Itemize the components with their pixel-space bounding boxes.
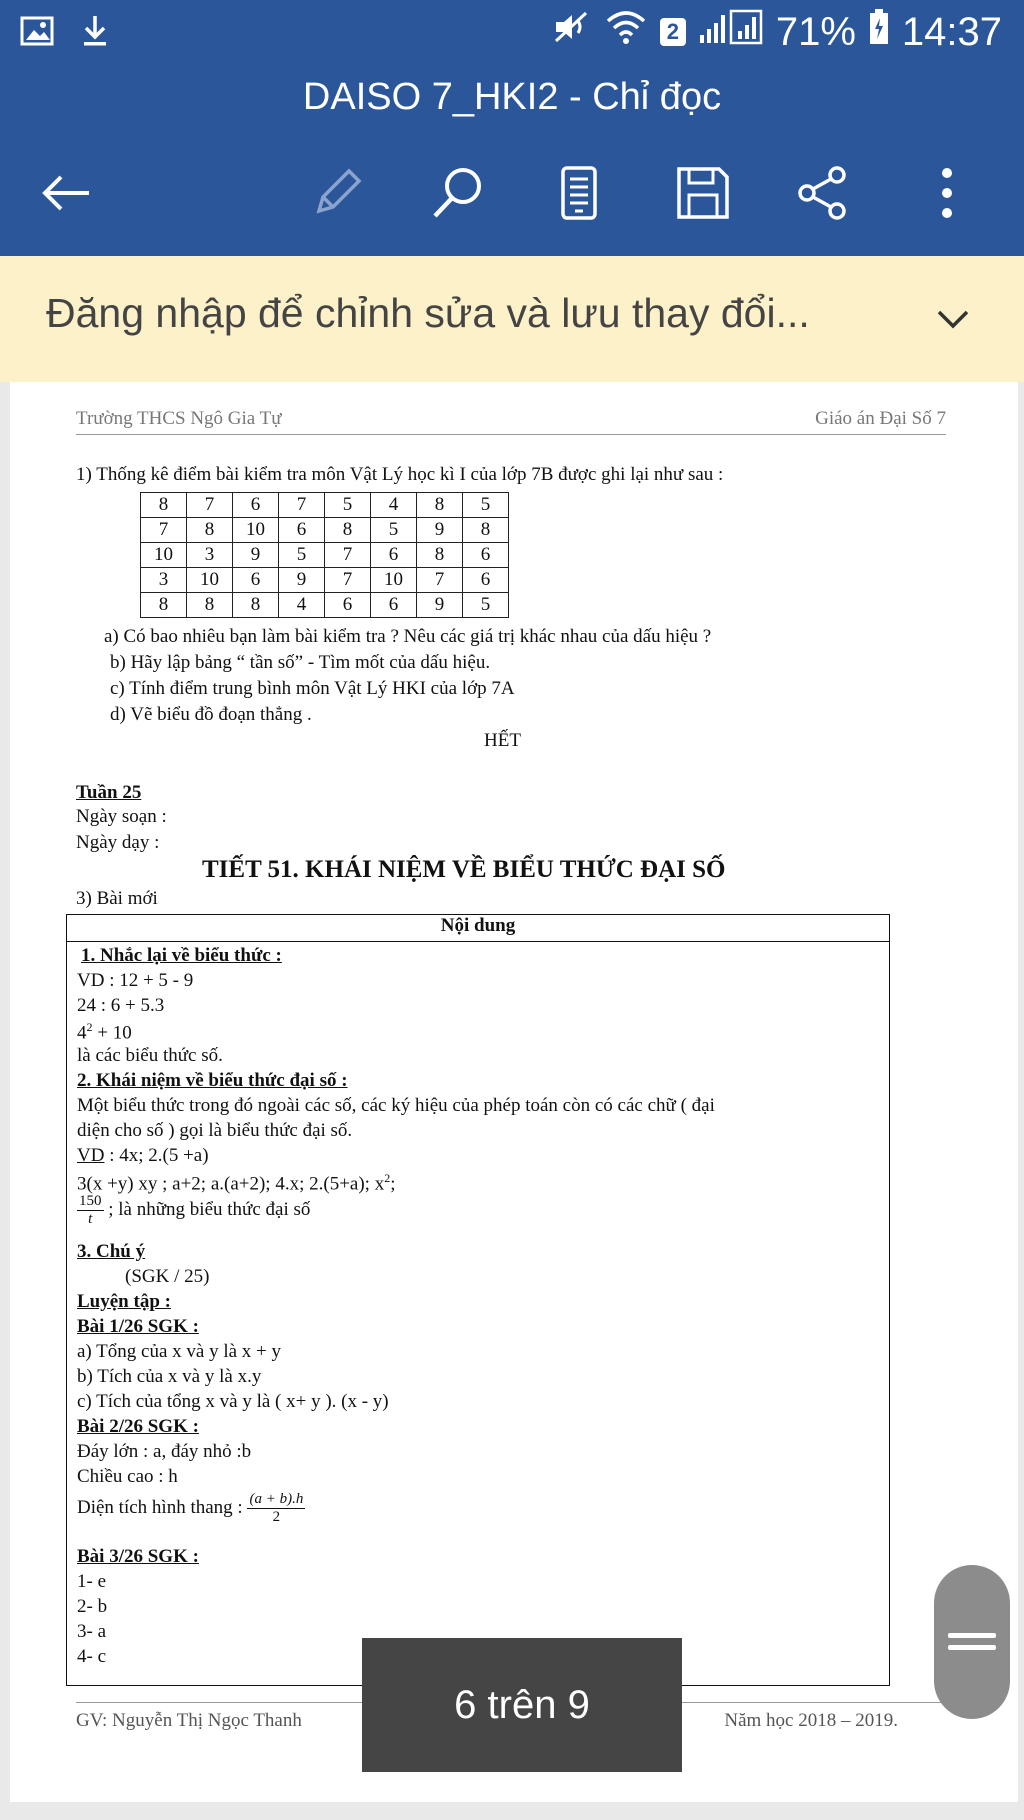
banner-expand-button[interactable] [930,296,976,342]
date-prepared: Ngày soạn : [76,806,167,827]
save-button[interactable] [660,150,746,236]
table-cell: 7 [187,493,233,518]
question-b: b) Hãy lập bảng “ tần số” - Tìm mốt của dấu hiệu. [110,652,491,673]
ex1-line-c: c) Tích của tổng x và y là ( x+ y ). (x - y) [77,1391,389,1412]
status-bar [0,0,1024,72]
more-options-button[interactable] [904,150,990,236]
section-2-title: 2. Khái niệm về biểu thức đại số : [77,1070,348,1091]
new-lesson-label: 3) Bài mới [76,888,158,909]
table-cell: 5 [325,493,371,518]
s1-line-2: 24 : 6 + 5.3 [77,995,165,1016]
table-cell: 10 [371,568,417,593]
table-row [141,568,509,593]
ex1-title: Bài 1/26 SGK : [77,1316,199,1337]
question-a: a) Có bao nhiêu bạn làm bài kiểm tra ? Nêu các giá trị khác nhau của dấu hiệu ? [104,626,712,647]
question-d: d) Vẽ biểu đồ đoạn thẳng . [110,704,312,725]
fraction-150-t [77,1193,104,1228]
handle-grip-bottom [948,1645,996,1650]
ex3-line-4: 4- c [77,1646,107,1667]
table-cell: 6 [279,518,325,543]
ex1-line-a: a) Tổng của x và y là x + y [77,1341,281,1362]
table-cell: 7 [325,543,371,568]
end-mark: HẾT [484,730,521,751]
more-vertical-icon [937,165,957,221]
ex2-line-1: Đáy lớn : a, đáy nhỏ :b [77,1441,252,1462]
signal-icon [698,9,764,55]
table-cell: 3 [141,568,187,593]
mobile-view-icon [559,165,599,221]
ex3-line-2: 2- b [77,1596,108,1617]
table-cell: 8 [141,493,187,518]
table-row [141,518,509,543]
s1-line-1: VD : 12 + 5 - 9 [77,970,194,991]
table-cell: 8 [141,593,187,618]
s1-power-rest: + 10 [92,1022,132,1044]
table-cell: 7 [325,568,371,593]
section-1-title: 1. Nhắc lại về biểu thức : [81,945,282,966]
ex3-line-1: 1- e [77,1571,107,1592]
page-indicator: 6 trên 9 [362,1638,682,1772]
table-row [141,543,509,568]
table-cell: 6 [233,568,279,593]
table-cell: 4 [279,593,325,618]
s2-line-3 [77,1171,395,1195]
table-cell: 10 [233,518,279,543]
s2-example [77,1145,209,1167]
search-icon [429,164,487,222]
search-button[interactable] [415,150,501,236]
table-cell: 8 [187,593,233,618]
pencil-icon [309,165,365,221]
ex2-area [77,1491,305,1526]
footer-right: Năm học 2018 – 2019. [724,1710,898,1731]
toolbar [0,150,1024,236]
sim-slot-badge: 2 [660,18,686,46]
table-cell: 6 [371,543,417,568]
table-cell: 8 [233,593,279,618]
header-left: Trường THCS Ngô Gia Tự [76,408,282,429]
edit-button[interactable] [294,150,380,236]
table-cell: 9 [417,518,463,543]
date-taught: Ngày dạy : [76,832,160,853]
handle-grip-top [948,1633,996,1638]
table-cell: 6 [233,493,279,518]
s2-line3-exp: 2 [384,1171,391,1185]
reading-view-button[interactable] [536,150,622,236]
banner-text: Đăng nhập để chỉnh sửa và lưu thay đổi... [46,290,810,336]
save-icon [675,165,731,221]
table-row [141,493,509,518]
sign-in-banner[interactable] [0,256,1024,382]
ex2-line-2: Chiều cao : h [77,1466,178,1487]
wifi-icon [604,9,648,55]
s2-fraction-line [77,1193,310,1228]
table-cell: 9 [417,593,463,618]
ex2-frac-denominator: 2 [272,1509,281,1525]
table-cell: 7 [417,568,463,593]
lesson-title: TIẾT 51. KHÁI NIỆM VỀ BIỂU THỨC ĐẠI SỐ [202,856,726,883]
back-button[interactable] [22,150,108,236]
scores-table [140,492,509,618]
header-divider [76,434,946,435]
download-icon [80,14,110,52]
ex2-title: Bài 2/26 SGK : [77,1416,199,1437]
clock: 14:37 [901,9,1002,54]
s2-definition-1: Một biểu thức trong đó ngoài các số, các ký hiệu của phép toán còn có các chữ ( đại [77,1095,715,1116]
content-header: Nội dung [67,915,889,942]
table-cell: 7 [279,493,325,518]
s1-conclusion: là các biểu thức số. [77,1045,223,1066]
ex2-area-label: Diện tích hình thang : [77,1496,248,1518]
document-page [10,382,1018,1802]
document-viewport[interactable] [0,382,1024,1820]
ex3-line-3: 3- a [77,1621,107,1642]
s2-line3-main: 3(x +y) xy ; a+2; a.(a+2); 4.x; 2.(5+a); x [77,1173,385,1195]
table-cell: 6 [371,593,417,618]
battery-icon [868,8,890,56]
frac-numerator: 150 [79,1193,102,1209]
s3-reference: (SGK / 25) [125,1266,210,1287]
mute-icon [552,9,592,55]
table-cell: 5 [371,518,417,543]
frac-denominator: t [88,1211,93,1227]
table-cell: 6 [463,568,509,593]
section-3-title: 3. Chú ý [77,1241,146,1262]
table-cell: 7 [141,518,187,543]
app-header [0,0,1024,256]
s2-definition-2: diện cho số ) gọi là biểu thức đại số. [77,1120,353,1141]
question-c: c) Tính điểm trung bình môn Vật Lý HKI của lớp 7A [110,678,515,699]
table-cell: 8 [417,543,463,568]
ex2-frac-numerator: (a + b).h [249,1491,304,1507]
s1-power-base: 4 [77,1022,87,1044]
header-right: Giáo án Đại Số 7 [815,408,946,429]
s1-power-exp: 2 [86,1020,93,1034]
ex3-title: Bài 3/26 SGK : [77,1546,199,1567]
table-cell: 4 [371,493,417,518]
s2-vd-rest: : 4x; 2.(5 +a) [104,1145,209,1166]
table-cell: 5 [279,543,325,568]
table-cell: 10 [187,568,233,593]
share-icon [795,165,851,221]
document-title: DAISO 7_HKI2 - Chỉ đọc [302,76,722,118]
s1-line-3 [77,1020,132,1044]
exercise-intro: 1) Thống kê điểm bài kiểm tra môn Vật Lý học kì I của lớp 7B được ghi lại như sau : [76,464,724,485]
table-cell: 9 [279,568,325,593]
table-row [141,593,509,618]
s2-vd-label: VD [77,1145,105,1166]
table-cell: 10 [141,543,187,568]
table-cell: 5 [463,593,509,618]
table-cell: 6 [463,543,509,568]
table-cell: 9 [233,543,279,568]
table-cell: 8 [187,518,233,543]
s2-line3-end: ; [390,1173,396,1195]
table-cell: 3 [187,543,233,568]
table-cell: 8 [325,518,371,543]
ex1-line-b: b) Tích của x và y là x.y [77,1366,262,1387]
table-cell: 5 [463,493,509,518]
footer-left: GV: Nguyễn Thị Ngọc Thanh [76,1710,302,1731]
gallery-icon [20,16,54,50]
table-cell: 8 [463,518,509,543]
table-cell: 8 [417,493,463,518]
scroll-handle[interactable] [934,1565,1010,1719]
content-table [66,914,890,1686]
chevron-down-icon [936,308,970,330]
table-cell: 6 [325,593,371,618]
trapezoid-area-fraction [247,1491,305,1526]
battery-percent: 71% [775,9,856,54]
week-label: Tuần 25 [76,782,142,803]
practice-title: Luyện tập : [77,1291,171,1312]
back-arrow-icon [37,171,93,215]
share-button[interactable] [780,150,866,236]
s2-frac-tail: ; là những biểu thức đại số [103,1198,311,1220]
